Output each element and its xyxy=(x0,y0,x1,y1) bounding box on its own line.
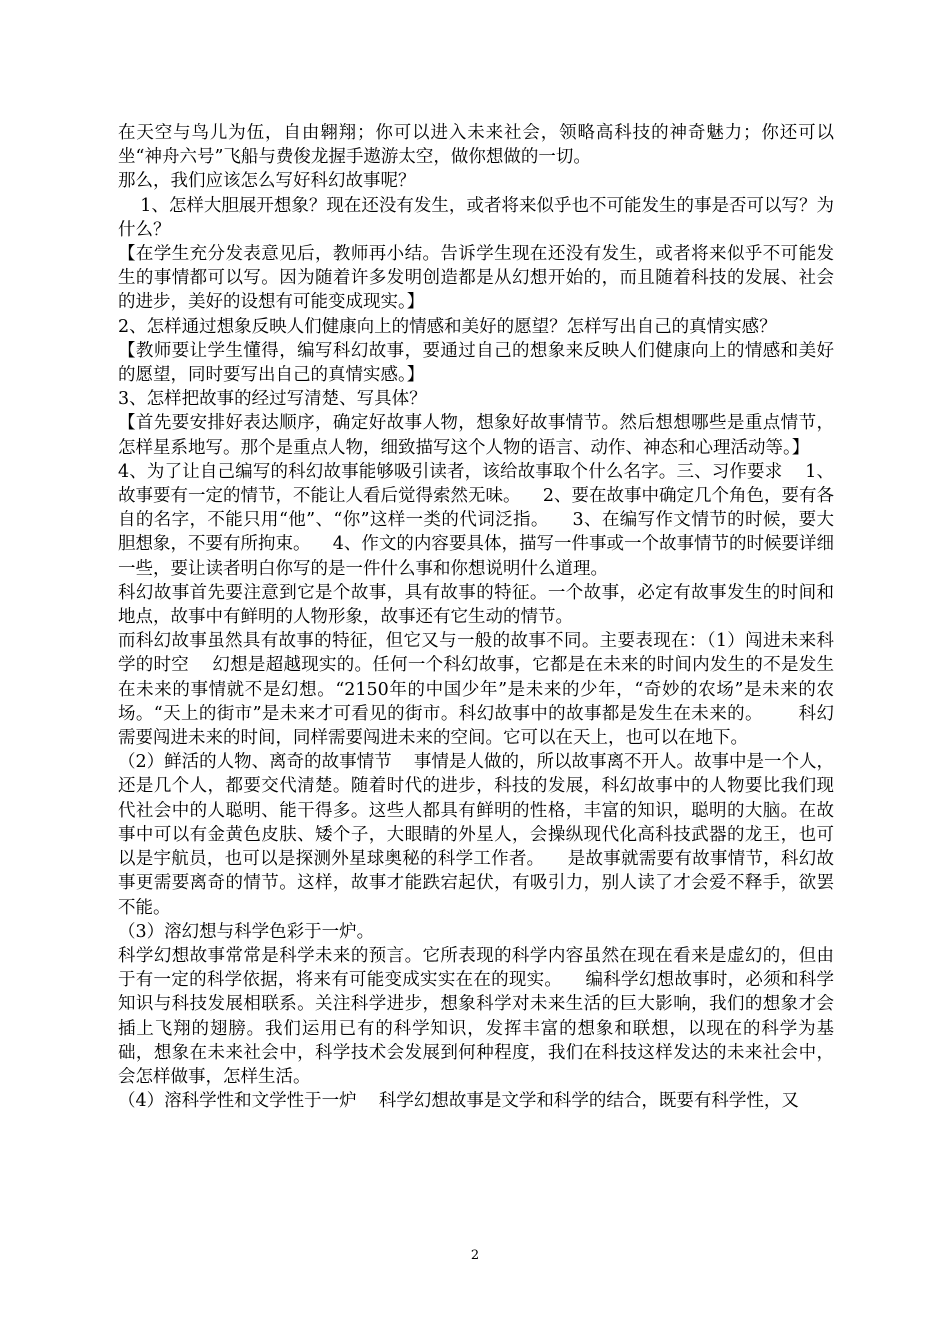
document-body xyxy=(118,121,834,1113)
paragraph-8: 【首先要安排好表达顺序，确定好故事人物，想象好故事情节。然后想想哪些是重点情节，怎样星系地写。那个是重点人物，细致描写这个人物的语言、动作、神态和心理活动等。】 xyxy=(118,413,834,458)
paragraph-12: （2）鲜活的人物、离奇的故事情节 事情是人做的，所以故事离不开人。故事中是一个人，还是几个人，都要交代清楚。随着时代的进步，科技的发展，科幻故事中的人物要比我们现代社会中的人聪明、能干得多。这些人都具有鲜明的性格，丰富的知识，聪明的大脑。在故事中可以有金黄色皮肤、矮个子，大眼睛的外星人，会操纵现代化高科技武器的龙王，也可以是宇航员，也可以是探测外星球奥秘的科学工作者。 是故事就需要有故事情节，科幻故事更需要离奇的情节。这样，故事才能跌宕起伏，有吸引力，别人读了才会爱不释手，欲罢不能。 xyxy=(118,752,834,918)
paragraph-13: （3）溶幻想与科学色彩于一炉。 xyxy=(118,921,375,942)
paragraph-2: 那么，我们应该怎么写好科幻故事呢？ xyxy=(118,171,416,192)
paragraph-1: 在天空与鸟儿为伍，自由翱翔；你可以进入未来社会，领略高科技的神奇魅力；你还可以坐“神舟六号”飞船与费俊龙握手遨游太空，做你想做的一切。 xyxy=(118,123,834,168)
paragraph-7: 3、怎样把故事的经过写清楚、写具体？ xyxy=(118,389,427,410)
paragraph-11: 而科幻故事虽然具有故事的特征，但它又与一般的故事不同。主要表现在：（1）闯进未来科学的时空 幻想是超越现实的。任何一个科幻故事，它都是在未来的时间内发生的不是发生在未来的事情就不是幻想。“2150年的中国少年”是未来的少年，“奇妙的农场”是未来的农场。“天上的街市”是未来才可看见的街市。科幻故事中的故事都是发生在未来的。 科幻需要闯进未来的时间，同样需要闯进未来的空间。它可以在天上，也可以在地下。 xyxy=(118,631,834,749)
paragraph-6: 【教师要让学生懂得，编写科幻故事，要通过自己的想象来反映人们健康向上的情感和美好的愿望，同时要写出自己的真情实感。】 xyxy=(118,340,834,386)
paragraph-4: 【在学生充分发表意见后，教师再小结。告诉学生现在还没有发生，或者将来似乎不可能发生的事情都可以写。因为随着许多发明创造都是从幻想开始的，而且随着科技的发展、社会的进步，美好的设想有可能变成现实。】 xyxy=(118,244,834,313)
page-number: 2 xyxy=(470,1248,480,1263)
paragraph-15: （4）溶科学性和文学性于一炉 科学幻想故事是文学和科学的结合，既要有科学性，又 xyxy=(118,1091,799,1112)
paragraph-5: 2、怎样通过想象反映人们健康向上的情感和美好的愿望？怎样写出自己的真情实感？ xyxy=(118,316,777,337)
paragraph-10: 科幻故事首先要注意到它是个故事，具有故事的特征。一个故事，必定有故事发生的时间和地点，故事中有鲜明的人物形象，故事还有它生动的情节。 xyxy=(118,582,834,628)
paragraph-9: 4、为了让自己编写的科幻故事能够吸引读者，该给故事取个什么名字。三、习作要求 1、故事要有一定的情节，不能让人看后觉得索然无味。 2、要在故事中确定几个角色，要有各自的名字，不能只用“他”、“你”这样一类的代词泛指。 3、在编写作文情节的时候，要大胆想象，不要有所拘束。 4、作文的内容要具体，描写一件事或一个故事情节的时候要详细一些，要让读者明白你写的是一件什么事和你想说明什么道理。 xyxy=(118,461,834,579)
paragraph-14: 科学幻想故事常常是科学未来的预言。它所表现的科学内容虽然在现在看来是虚幻的，但由于有一定的科学依据，将来有可能变成实实在在的现实。 编科学幻想故事时，必须和科学知识与科技发展相联系。关注科学进步，想象科学对未来生活的巨大影响，我们的想象才会插上飞翔的翅膀。我们运用已有的科学知识，发挥丰富的想象和联想，以现在的科学为基础，想象在未来社会中，科学技术会发展到何种程度，我们在科技这样发达的未来社会中，会怎样做事，怎样生活。 xyxy=(118,945,834,1087)
paragraph-3: 1、怎样大胆展开想象？现在还没有发生，或者将来似乎也不可能发生的事是否可以写？为什么？ xyxy=(118,195,834,240)
